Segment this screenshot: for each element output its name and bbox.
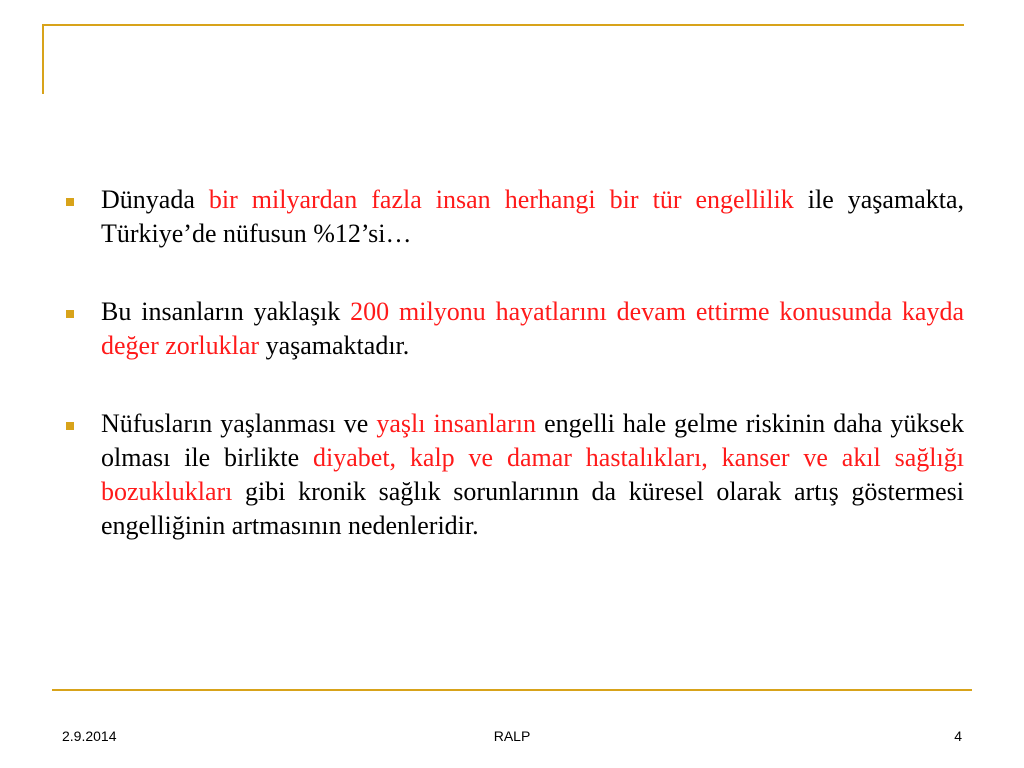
bullet-1-text-plain-end: ile yaşamakta, Türkiye’de nüfusun %12’si… bbox=[101, 185, 964, 248]
bullet-3-highlight-1: yaşlı insanların bbox=[376, 409, 537, 438]
footer-divider bbox=[52, 689, 972, 691]
slide-frame-top-rule bbox=[42, 24, 964, 26]
slide-body bbox=[66, 183, 964, 587]
bullet-1-highlight: bir milyardan fazla insan herhangi bir tür engellilik bbox=[208, 185, 794, 214]
bullet-1-text-plain-start: Dünyada bbox=[101, 185, 209, 214]
bullet-item-1 bbox=[66, 183, 964, 251]
bullet-2-text-plain-end: yaşamaktadır. bbox=[259, 331, 410, 360]
bullet-3-text-plain-middle: engelli hale gelme riskinin daha yüksek olması ile birlikte bbox=[101, 409, 964, 472]
bullet-text-3 bbox=[101, 407, 964, 543]
footer-title: RALP bbox=[493, 728, 531, 744]
page-number: 4 bbox=[954, 728, 962, 744]
square-bullet-icon bbox=[66, 198, 74, 206]
bullet-text-2 bbox=[101, 295, 964, 363]
bullet-text-1 bbox=[101, 183, 964, 251]
bullet-3-highlight-2: diyabet, kalp ve damar hastalıkları, kanser ve akıl sağlığı bozuklukları bbox=[101, 443, 964, 506]
square-bullet-icon bbox=[66, 310, 74, 318]
bullet-item-3 bbox=[66, 407, 964, 543]
bullet-item-2 bbox=[66, 295, 964, 363]
bullet-3-text-plain-end: gibi kronik sağlık sorunlarının da küresel olarak artış göstermesi engelliğinin artmasının nedenleridir. bbox=[101, 477, 964, 540]
bullet-3-text-plain-start: Nüfusların yaşlanması ve bbox=[101, 409, 377, 438]
slide-frame-left-rule bbox=[42, 24, 44, 94]
bullet-2-text-plain-start: Bu insanların yaklaşık bbox=[101, 297, 351, 326]
bullet-2-highlight: 200 milyonu hayatlarını devam ettirme konusunda kayda değer zorluklar bbox=[101, 297, 964, 360]
footer-date: 2.9.2014 bbox=[62, 728, 117, 744]
square-bullet-icon bbox=[66, 422, 74, 430]
